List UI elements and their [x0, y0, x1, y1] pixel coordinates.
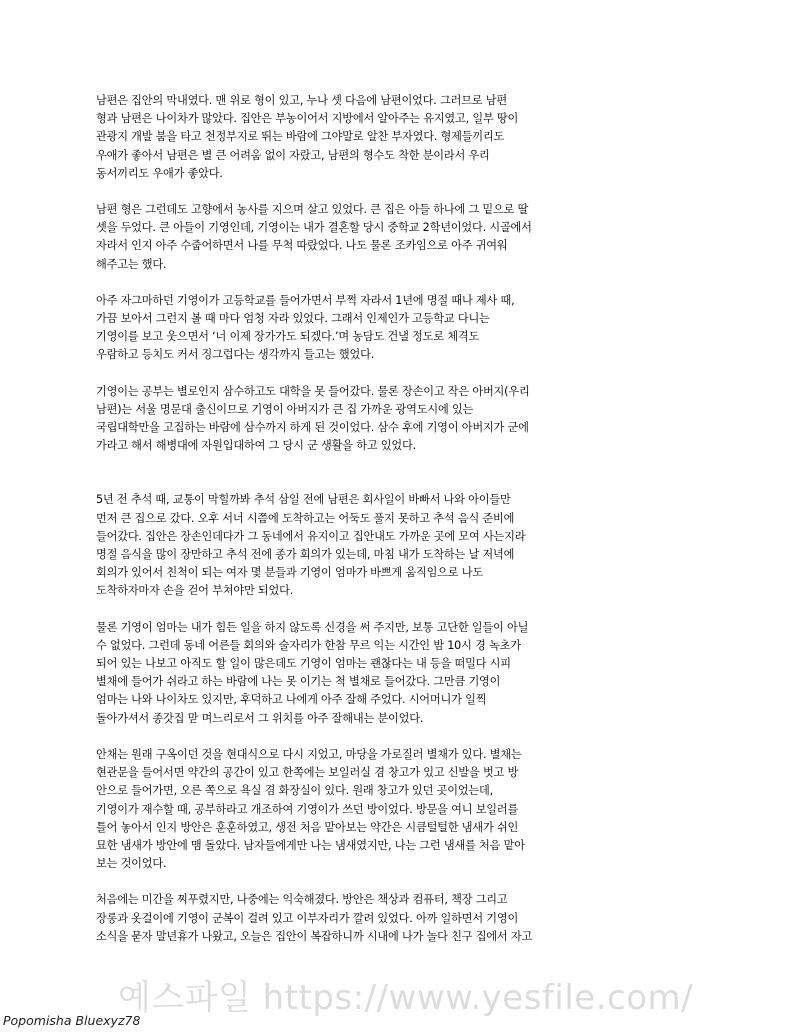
- text-line: 기영이는 공부는 별로인지 삼수하고도 대학을 못 들어갔다. 물론 장손이고 작은 아버지(우리: [96, 384, 530, 398]
- text-line: 셋을 두었다. 큰 아들이 기영인데, 기영이는 내가 결혼할 당시 중학교 2학년이었다. 시골에서: [96, 221, 532, 235]
- paragraph: [96, 746, 706, 873]
- paragraph: [96, 891, 706, 946]
- paragraph: [96, 201, 706, 274]
- text-line: 묘한 냄새가 방안에 맴 돌았다. 남자들에게만 나는 냄새였지만, 나는 그런 냄새를 처음 맡아: [96, 838, 525, 852]
- paragraph-gap: [96, 365, 706, 383]
- text-line: 안채는 원래 구옥이던 것을 현대식으로 다시 지었고, 마당을 가로질러 별채가 있다. 별채는: [96, 747, 522, 761]
- text-line: 우람하고 등치도 커서 징그럽다는 생각까지 들고는 했었다.: [96, 348, 375, 362]
- text-line: 도착하자마자 손을 걷어 부쳐야만 되었다.: [96, 584, 294, 598]
- text-line: 남편)는 서울 명문대 출신이므로 기영이 아버지가 큰 집 가까운 광역도시에 있는: [96, 402, 474, 416]
- uploader-watermark: Popomisha Bluexyz78: [3, 1013, 141, 1028]
- paragraph-gap: [96, 601, 706, 619]
- paragraph: [96, 491, 706, 600]
- paragraph-gap: [96, 873, 706, 891]
- text-line: 안으로 들어가면, 오른 쪽으로 욕실 겸 화장실이 있다. 원래 창고가 있던 곳이었는데,: [96, 784, 494, 798]
- text-line: 동서끼리도 우애가 좋았다.: [96, 166, 223, 180]
- text-line: 들어갔다. 집안은 장손인데다가 그 동네에서 유지이고 집안내도 가까운 곳에 모여 사는지라: [96, 529, 526, 543]
- paragraph-gap: [96, 183, 706, 201]
- paragraph: [96, 92, 706, 183]
- text-line: 틀어 놓아서 인지 방안은 훈훈하였고, 생전 처음 맡아보는 약간은 시큼털털한 냄새가 쉬인: [96, 820, 519, 834]
- text-line: 돌아가셔서 종갓집 맏 며느리로서 그 위치를 아주 잘해내는 분이었다.: [96, 711, 424, 725]
- text-line: 별채에 들어가 쉬라고 하는 바람에 나는 못 이기는 척 별채로 들어갔다. 그만큼 기영이: [96, 675, 501, 689]
- text-line: 국립대학만을 고집하는 바람에 삼수까지 하게 된 것이었다. 삼수 후에 기영이 아버지가 군에: [96, 421, 529, 435]
- text-line: 회의가 있어서 친척이 되는 여자 몇 분들과 기영이 엄마가 바쁘게 움직임으로 나도: [96, 566, 483, 580]
- text-line: 소식을 묻자 말년휴가 나왔고, 오늘은 집안이 복잡하니까 시내에 나가 놀다 친구 집에서 자고: [96, 929, 533, 943]
- text-line: 기영이를 보고 웃으면서 ‘너 이제 장가가도 되겠다.’며 농담도 건낼 정도로 체격도: [96, 330, 480, 344]
- text-line: 장롱과 옷걸이에 기영이 군복이 걸려 있고 이부자리가 깔려 있었다. 아까 일하면서 기영이: [96, 911, 519, 925]
- text-line: 우애가 좋아서 남편은 별 큰 어려움 없이 자랐고, 남편의 형수도 착한 분이라서 우리: [96, 148, 490, 162]
- paragraph: [96, 292, 706, 365]
- text-line: 5년 전 추석 때, 교통이 막힐까봐 추석 삼일 전에 남편은 회사일이 바빠서 나와 아이들만: [96, 493, 511, 507]
- paragraph-gap: [96, 728, 706, 746]
- text-line: 기영이가 재수할 때, 공부하라고 개조하여 기영이가 쓰던 방이었다. 방문을 여니 보일러를: [96, 802, 519, 816]
- paragraph-gap: [96, 274, 706, 292]
- paragraph: [96, 619, 706, 728]
- text-line: 남편은 집안의 막내였다. 맨 위로 형이 있고, 누나 셋 다음에 남편이었다. 그러므로 남편: [96, 94, 507, 107]
- text-line: 현관문을 들어서면 약간의 공간이 있고 한쪽에는 보일러실 겸 창고가 있고 신발을 벗고 방: [96, 766, 519, 780]
- text-line: 형과 남편은 나이차가 많았다. 집안은 부농이어서 지방에서 알아주는 유지였고, 일부 땅이: [96, 112, 519, 126]
- text-line: 처음에는 미간을 찌푸렸지만, 나중에는 익숙해졌다. 방안은 책상과 컴퓨터, 책장 그리고: [96, 893, 508, 907]
- document-body: [96, 92, 706, 946]
- text-line: 수 없었다. 그런데 동네 어른들 회의와 술자리가 한참 무르 익는 시간인 밤 10시 경 녹초가: [96, 638, 521, 652]
- text-line: 관광지 개발 붐을 타고 천정부지로 뛰는 바람에 그야말로 알찬 부자였다. 형제들끼리도: [96, 130, 505, 144]
- text-line: 자라서 인지 아주 수줍어하면서 나를 무척 따랐었다. 나도 물론 조카임으로 아주 귀여워: [96, 239, 508, 253]
- text-line: 남편 형은 그런데도 고향에서 농사를 지으며 살고 있었다. 큰 집은 아들 하나에 그 밑으로 딸: [96, 203, 529, 217]
- site-watermark: 예스파일 https://www.yesfile.com/: [118, 978, 694, 1018]
- text-line: 아주 자그마하던 기영이가 고등학교를 들어가면서 부쩍 자라서 1년에 명절 때나 제사 때,: [96, 293, 515, 307]
- text-line: 보는 것이었다.: [96, 857, 167, 871]
- text-line: 명절 음식을 많이 장만하고 추석 전에 종가 회의가 있는데, 마침 내가 도착하는 날 저녁에: [96, 548, 515, 562]
- text-line: 되어 있는 나보고 아직도 할 일이 많은데도 기영이 엄마는 괜찮다는 내 등을 떠밀다 시피: [96, 657, 511, 671]
- text-line: 엄마는 나와 나이차도 있지만, 후덕하고 나에게 아주 잘해 주었다. 시어머니가 일찍: [96, 693, 487, 707]
- paragraph: [96, 383, 706, 456]
- text-line: 먼저 큰 집으로 갔다. 오후 서너 시쯤에 도착하고는 어둑도 풀지 못하고 추석 음식 준비에: [96, 511, 515, 525]
- text-line: 가라고 해서 해병대에 자원입대하여 그 당시 군 생활을 하고 있었다.: [96, 439, 416, 453]
- text-line: 물론 기영이 엄마는 내가 힘든 일을 하지 않도록 신경을 써 주지만, 보통 고단한 일들이 아닐: [96, 620, 529, 634]
- text-line: 가끔 보아서 그런지 볼 때 마다 엄청 자라 있었다. 그래서 인제인가 고등학교 다니는: [96, 312, 490, 326]
- text-line: 해주고는 했다.: [96, 257, 167, 271]
- paragraph-gap: [96, 455, 706, 491]
